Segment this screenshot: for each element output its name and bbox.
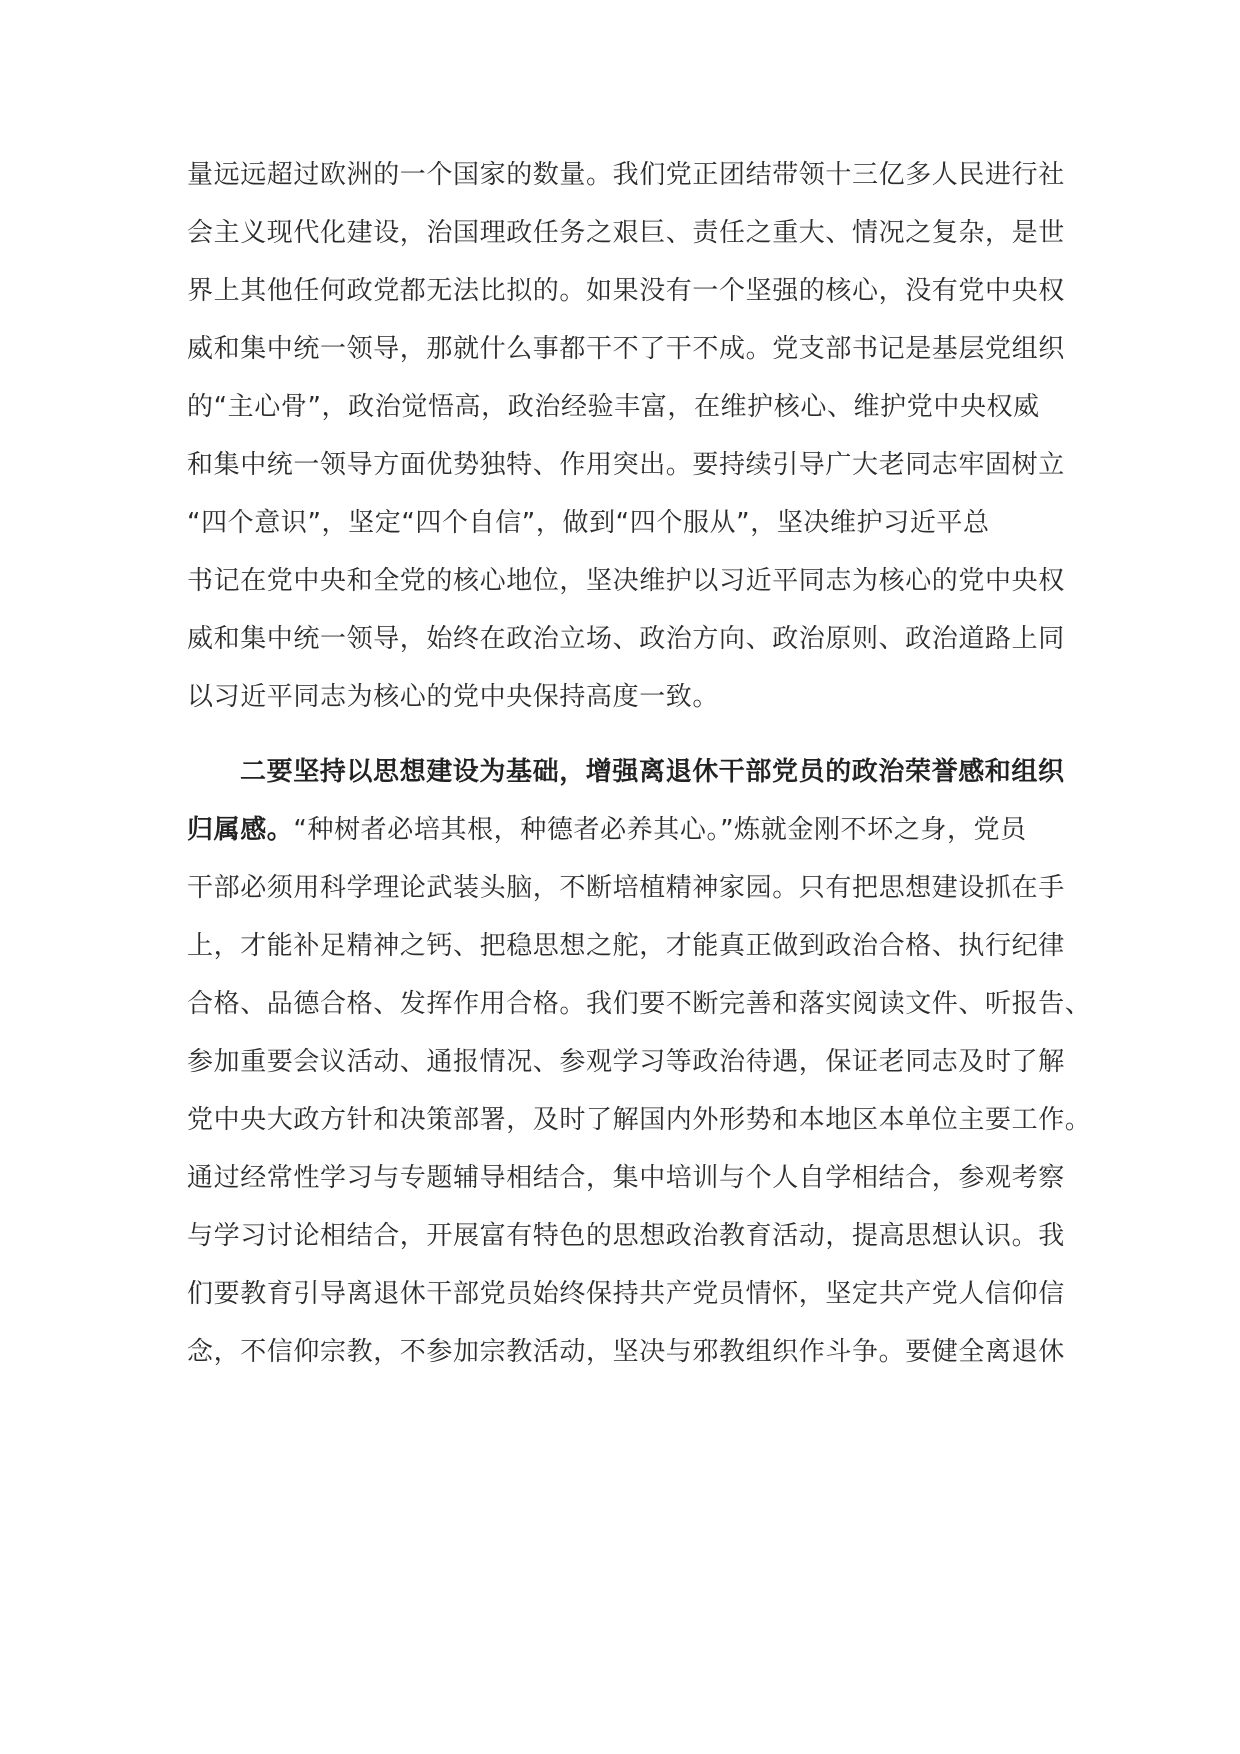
text-line: 界上其他任何政党都无法比拟的。如果没有一个坚强的核心，没有党中央权 xyxy=(187,276,1065,306)
text-line: 上，才能补足精神之钙、把稳思想之舵，才能真正做到政治合格、执行纪律 xyxy=(187,931,1065,961)
text-line: 合格、品德合格、发挥作用合格。我们要不断完善和落实阅读文件、听报告、 xyxy=(187,989,1092,1019)
text-line: 干部必须用科学理论武装头脑，不断培植精神家园。只有把思想建设抓在手 xyxy=(187,873,1065,903)
text-line: 威和集中统一领导，始终在政治立场、政治方向、政治原则、政治道路上同 xyxy=(187,624,1065,654)
text-line: 以习近平同志为核心的党中央保持高度一致。 xyxy=(187,682,720,712)
text-line: 通过经常性学习与专题辅导相结合，集中培训与个人自学相结合，参观考察 xyxy=(187,1163,1065,1193)
text-line: 威和集中统一领导，那就什么事都干不了干不成。党支部书记是基层党组织 xyxy=(187,334,1065,364)
text-line: 党中央大政方针和决策部署，及时了解国内外形势和本地区本单位主要工作。 xyxy=(187,1105,1092,1135)
quote-text: “种树者必培其根，种德者必养其心。”炼就金刚不坏之身，党员 xyxy=(293,815,1027,845)
section-heading-end: 归属感。 xyxy=(187,815,294,845)
text-line: 念，不信仰宗教，不参加宗教活动，坚决与邪教组织作斗争。要健全离退休 xyxy=(187,1337,1065,1367)
text-line: 与学习讨论相结合，开展富有特色的思想政治教育活动，提高思想认识。我 xyxy=(187,1221,1065,1251)
text-line: 会主义现代化建设，治国理政任务之艰巨、责任之重大、情况之复杂，是世 xyxy=(187,218,1065,248)
text-line: “四个意识”，坚定“四个自信”，做到“四个服从”，坚决维护习近平总 xyxy=(187,508,990,538)
text-line: 的“主心骨”，政治觉悟高，政治经验丰富，在维护核心、维护党中央权威 xyxy=(187,392,1040,422)
text-line: 书记在党中央和全党的核心地位，坚决维护以习近平同志为核心的党中央权 xyxy=(187,566,1065,596)
text-line: 和集中统一领导方面优势独特、作用突出。要持续引导广大老同志牢固树立 xyxy=(187,450,1065,480)
text-line: 量远远超过欧洲的一个国家的数量。我们党正团结带领十三亿多人民进行社 xyxy=(187,160,1065,190)
text-line xyxy=(187,813,1027,847)
section-heading: 二要坚持以思想建设为基础，增强离退休干部党员的政治荣誉感和组织 xyxy=(240,757,1065,787)
text-line: 们要教育引导离退休干部党员始终保持共产党员情怀，坚定共产党人信仰信 xyxy=(187,1279,1065,1309)
text-line: 参加重要会议活动、通报情况、参观学习等政治待遇，保证老同志及时了解 xyxy=(187,1047,1065,1077)
